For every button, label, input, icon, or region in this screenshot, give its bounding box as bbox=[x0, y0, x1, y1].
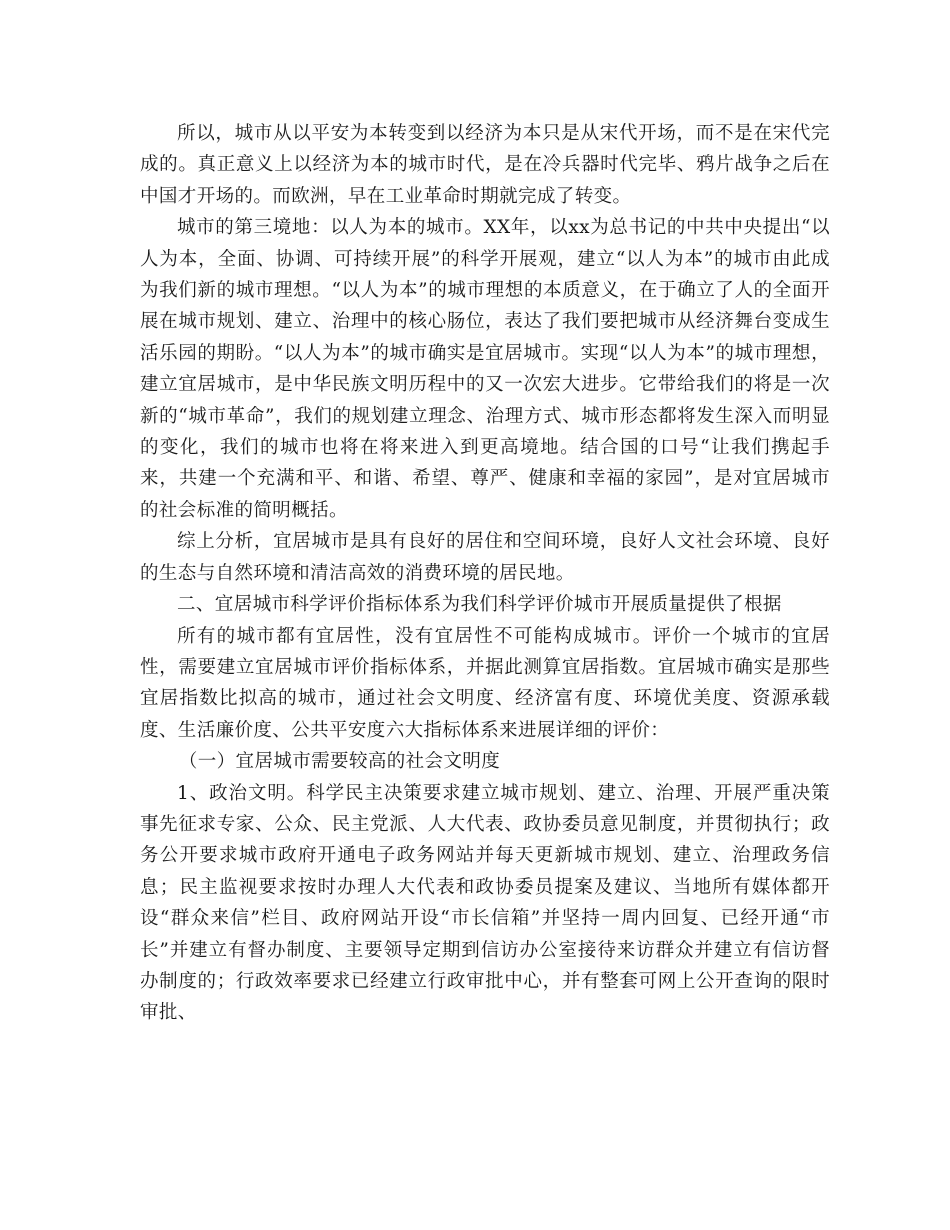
paragraph-1: 所以，城市从以平安为本转变到以经济为本只是从宋代开场，而不是在宋代完成的。真正意义上以经济为本的城市时代，是在冷兵器时代完毕、鸦片战争之后在中国才开场的。而欧洲，早在工业革命时期就完成了转变。 bbox=[140, 123, 830, 207]
subsection-heading: （一）宜居城市需要较高的社会文明度 bbox=[178, 751, 501, 773]
paragraph-4: 所有的城市都有宜居性，没有宜居性不可能构成城市。评价一个城市的宜居性，需要建立宜居城市评价指标体系，并据此测算宜居指数。宜居城市确实是那些宜居指数比拟高的城市，通过社会文明度、经济富有度、环境优美度、资源承载度、生活廉价度、公共平安度六大指标体系来进展详细的评价： bbox=[140, 625, 830, 741]
document-body bbox=[140, 118, 830, 1029]
paragraph-3: 综上分析，宜居城市是具有良好的居住和空间环境，良好人文社会环境、良好的生态与自然环境和清洁高效的消费环境的居民地。 bbox=[140, 531, 830, 584]
paragraph-2: 城市的第三境地：以人为本的城市。XX年，以xx为总书记的中共中央提出“以人为本，全面、协调、可持续开展”的科学开展观，建立“以人为本”的城市由此成为我们新的城市理想。“以人为本”的城市理想的本质意义，在于确立了人的全面开展在城市规划、建立、治理中的核心肠位，表达了我们要把城市从经济舞台变成生活乐园的期盼。“以人为本”的城市确实是宜居城市。实现“以人为本”的城市理想，建立宜居城市，是中华民族文明历程中的又一次宏大进步。它带给我们的将是一次新的“城市革命”，我们的规划建立理念、治理方式、城市形态都将发生深入而明显的变化，我们的城市也将在将来进入到更高境地。结合国的口号“让我们携起手来，共建一个充满和平、和谐、希望、尊严、健康和幸福的家园”，是对宜居城市的社会标准的简明概括。 bbox=[140, 217, 830, 521]
section-heading: 二、宜居城市科学评价指标体系为我们科学评价城市开展质量提供了根据 bbox=[177, 594, 782, 616]
paragraph-5: 1、政治文明。科学民主决策要求建立城市规划、建立、治理、开展严重决策事先征求专家、公众、民主党派、人大代表、政协委员意见制度，并贯彻执行；政务公开要求城市政府开通电子政务网站并每天更新城市规划、建立、治理政务信息；民主监视要求按时办理人大代表和政协委员提案及建议、当地所有媒体都开设“群众来信”栏目、政府网站开设“市长信箱”并坚持一周内回复、已经开通“市长”并建立有督办制度、主要领导定期到信访办公室接待来访群众并建立有信访督办制度的；行政效率要求已经建立行政审批中心，并有整套可网上公开查询的限时审批、 bbox=[140, 782, 830, 1024]
